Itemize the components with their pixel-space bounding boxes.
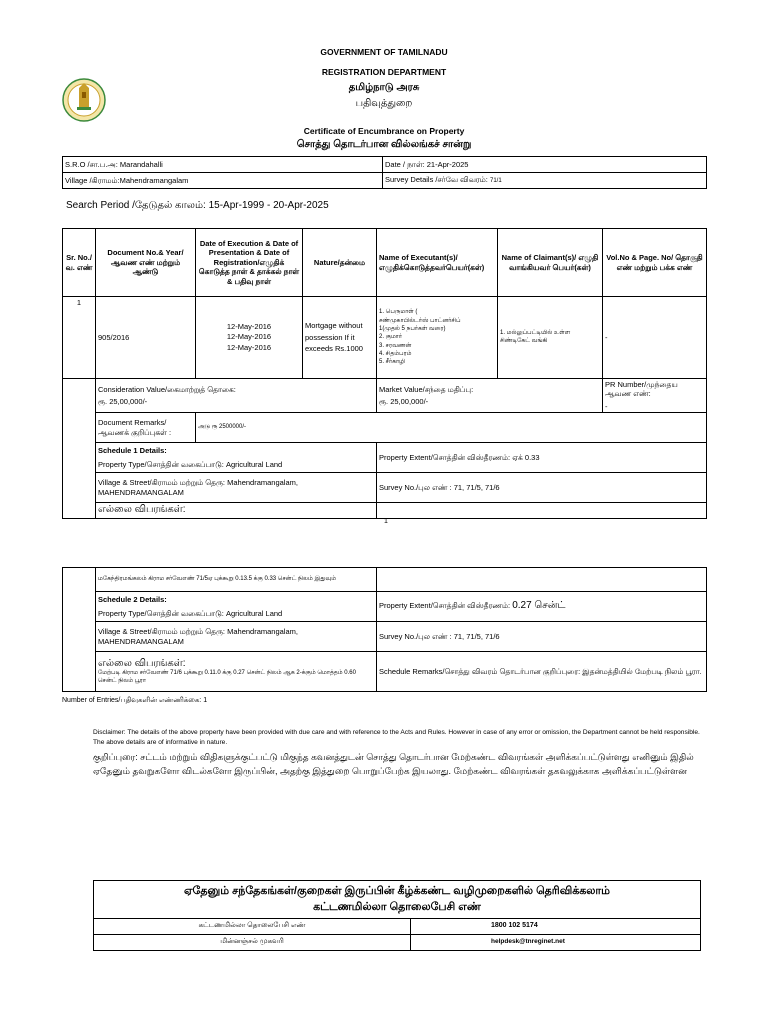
date-cell: Date / நாள்: 21-Apr-2025 <box>383 157 707 173</box>
market-value-cell <box>377 379 603 413</box>
schedule1-boundary-title: எல்லை விபரங்கள்: <box>96 503 377 519</box>
pr-number-value: - <box>605 401 608 411</box>
survey-label: Survey Details /சர்வே விவரம்: <box>385 175 488 185</box>
gov-title-en: GOVERNMENT OF TAMILNADU <box>320 47 448 57</box>
survey-details-cell <box>383 173 707 189</box>
executant-line: 1(முதல் 5 நபர்கள் வரை) <box>379 325 446 332</box>
executant-line: 3. சரவணன் <box>379 342 412 349</box>
tollfree-label: கட்டணமில்லா தொலைபேசி எண் <box>94 919 411 935</box>
schedule1-village: Village & Street/கிராமம் மற்றும் தெரு: Mahendramangalam, MAHENDRAMANGALAM <box>96 473 377 503</box>
remarks-value: அடு ரூ 2500000/- <box>196 413 707 443</box>
certificate-title-en: Certificate of Encumbrance on Property <box>303 126 465 136</box>
date-presentation: 12-May-2016 <box>226 332 272 342</box>
schedule1-extent-label: Property Extent/சொத்தின் விஸ்தீரணம்: <box>379 452 511 462</box>
info-table <box>62 156 707 189</box>
entry-nature: Mortgage without possession If it exceeds Rs.1000 <box>303 297 377 379</box>
schedule2-boundary-text: மேற்படி கிராம சர்வேஎண் 71/6 புக்கூறு 0.11.0 க்கு 0.27 சென்ட் நிலம் ஆக 2-க்கும் மொத்தம் 0.60 சென்ட் நிலம் பூரா <box>98 670 356 684</box>
entry-sr: 1 <box>63 297 96 379</box>
entry-executants <box>377 297 498 379</box>
header-sr: Sr. No./வ. எண் <box>63 229 96 297</box>
schedule1-survey: Survey No./புல எண் : 71, 71/5, 71/6 <box>377 473 707 503</box>
schedule1-type: Property Type/சொத்தின் வகைப்பாடு: Agricultural Land <box>98 459 283 469</box>
schedule2-remarks: Schedule Remarks/சொத்து விவரம் தொடர்பான குறிப்புரை: இதன்மத்தியில் மேற்படி நிலம் பூரா. <box>377 652 707 692</box>
schedule2-extent-value: 0.27 சென்ட் <box>512 600 566 612</box>
date-registration: 12-May-2016 <box>226 342 272 352</box>
schedule1-extent-value: ஏக் 0.33 <box>512 452 540 462</box>
executant-line: 4. சிதம்பரம் <box>379 351 412 358</box>
executant-line: 5. சீர்காழி <box>379 359 406 366</box>
search-period-label: Search Period /தேடுதல் காலம்: <box>66 200 206 211</box>
email-value[interactable]: helpdesk@tnreginet.net <box>411 935 701 951</box>
header-claimant: Name of Claimant(s)/ எழுதி வாங்கியவர் பெயர்(கள்) <box>498 229 603 297</box>
entry-claimant: 1. மல்லுப்பட்டியில் உள்ள சிண்டிகேட் வங்கி <box>498 297 603 379</box>
schedule1-extent <box>377 443 707 473</box>
consideration-cell <box>96 379 377 413</box>
search-period <box>66 200 329 212</box>
entry-volno: - <box>603 297 707 379</box>
schedule2-extent <box>377 592 707 622</box>
executant-line: 2. குமார் <box>379 334 403 341</box>
schedule1-title: Schedule 1 Details: <box>98 446 167 456</box>
date-execution: 12-May-2016 <box>226 321 272 331</box>
disclaimer-en: Disclaimer: The details of the above property have been provided with due care and with reference to the Acts and Rules. However in case of any error or omission, the Department cannot be held responsible. The above details are of informative in nature. <box>93 729 700 747</box>
header-dates: Date of Execution & Date of Presentation & Date of Registration/எழுதிக் கொடுத்த நாள் & தாக்கல் நாள் & பதிவு நாள் <box>196 229 303 297</box>
schedule1-boundary-empty <box>377 503 707 519</box>
help-title <box>94 881 701 919</box>
dept-title-ta: பதிவுத்துறை <box>355 98 413 109</box>
market-value-value: ரூ. 25,00,000/- <box>379 397 429 407</box>
entry-sr-spacer <box>63 379 96 519</box>
consideration-label: Consideration Value/கைமாற்றுத் தொகை: <box>98 384 236 394</box>
disclaimer-ta: குறிப்புரை: சட்டம் மற்றும் விதிகளுக்குட்பட்டு மிகுந்த கவனத்துடன் சொத்து தொடர்பான மேற்கண்ட விவரங்கள் அளிக்கப்பட்டுள்ளது எனினும் இதில் ஏதேனும் தவறுகளோ விடல்களோ இருப்பின், அதற்கு இத்துறை பொறுப்பேற்க இயலாது. மேற்கண்ட விவரங்கள் தகவலுக்காக அளிக்கப்பட்டுள்ளன <box>93 752 694 776</box>
header-nature: Nature/தன்மை <box>303 229 377 297</box>
schedule2-survey: Survey No./புல எண் : 71, 71/5, 71/6 <box>377 622 707 652</box>
pr-number-cell <box>603 379 707 413</box>
page-number: 1 <box>384 518 388 525</box>
continuation-sr-spacer <box>63 568 96 692</box>
schedule2-village: Village & Street/கிராமம் மற்றும் தெரு: Mahendramangalam, MAHENDRAMANGALAM <box>96 622 377 652</box>
search-period-value: 15-Apr-1999 - 20-Apr-2025 <box>208 200 329 211</box>
schedule2-extent-label: Property Extent/சொத்தின் விஸ்தீரணம்: <box>379 601 511 611</box>
header-volno: Vol.No & Page. No/ தொகுதி எண் மற்றும் பக்க எண் <box>603 229 707 297</box>
header-executant: Name of Executant(s)/ எழுதிக்கொடுத்தவர்பெயர்(கள்) <box>377 229 498 297</box>
executant-line: சண்முகாபில்டர்ஸ் பாட்னர்சிப் <box>379 317 461 324</box>
help-table <box>93 880 701 951</box>
schedule1-boundary-right <box>377 568 707 592</box>
entries-count: Number of Entries/பதிவுகளின் எண்ணிக்கை: 1 <box>62 697 208 704</box>
schedule1-details <box>96 443 377 473</box>
entry-dates <box>196 297 303 379</box>
schedule2-type: Property Type/சொத்தின் வகைப்பாடு: Agricultural Land <box>98 608 283 618</box>
schedule1-boundary-text: மகேந்திரமங்கலம் கிராம சர்வேஎண் 71/5ஏ புக்கூறு 0.13.5 க்கு 0.33 சென்ட் நிலம் இதுவும் <box>96 568 377 592</box>
continuation-table <box>62 567 707 692</box>
schedule2-boundary-title: எல்லை விபரங்கள்: <box>98 657 186 669</box>
header-document: Document No.& Year/ ஆவண எண் மற்றும் ஆண்டு <box>96 229 196 297</box>
certificate-title-ta: சொத்து தொடர்பான வில்லங்கச் சான்று <box>296 139 472 150</box>
schedule2-boundary <box>96 652 377 692</box>
encumbrance-table <box>62 228 707 519</box>
schedule2-details <box>96 592 377 622</box>
help-title-line1: ஏதேனும் சந்தேகங்கள்/குறைகள் இருப்பின் கீழ்க்கண்ட வழிமுறைகளில் தெரிவிக்கலாம் <box>183 885 611 898</box>
gov-title-ta: தமிழ்நாடு அரசு <box>348 82 420 93</box>
pr-number-label: PR Number/முந்தைய ஆவண எண்: <box>605 380 678 399</box>
tollfree-value: 1800 102 5174 <box>411 919 701 935</box>
consideration-value: ரூ. 25,00,000/- <box>98 397 148 407</box>
email-label: மின்னஞ்சல் முகவரி <box>94 935 411 951</box>
dept-title-en: REGISTRATION DEPARTMENT <box>321 67 447 77</box>
entry-doc-no: 905/2016 <box>96 297 196 379</box>
help-title-line2: கட்டணமில்லா தொலைபேசி எண் <box>313 900 481 913</box>
executant-line: 1. பெருமாள் ( <box>379 309 418 316</box>
village-cell: Village /கிராமம்:Mahendramangalam <box>63 173 383 189</box>
survey-value: 71/1 <box>489 178 502 185</box>
sro-cell: S.R.O /சா.ப.அ: Marandahalli <box>63 157 383 173</box>
schedule2-title: Schedule 2 Details: <box>98 595 167 605</box>
remarks-label: Document Remarks/ ஆவணக் குறிப்புகள் : <box>96 413 196 443</box>
market-value-label: Market Value/சந்தை மதிப்பு: <box>379 384 474 394</box>
